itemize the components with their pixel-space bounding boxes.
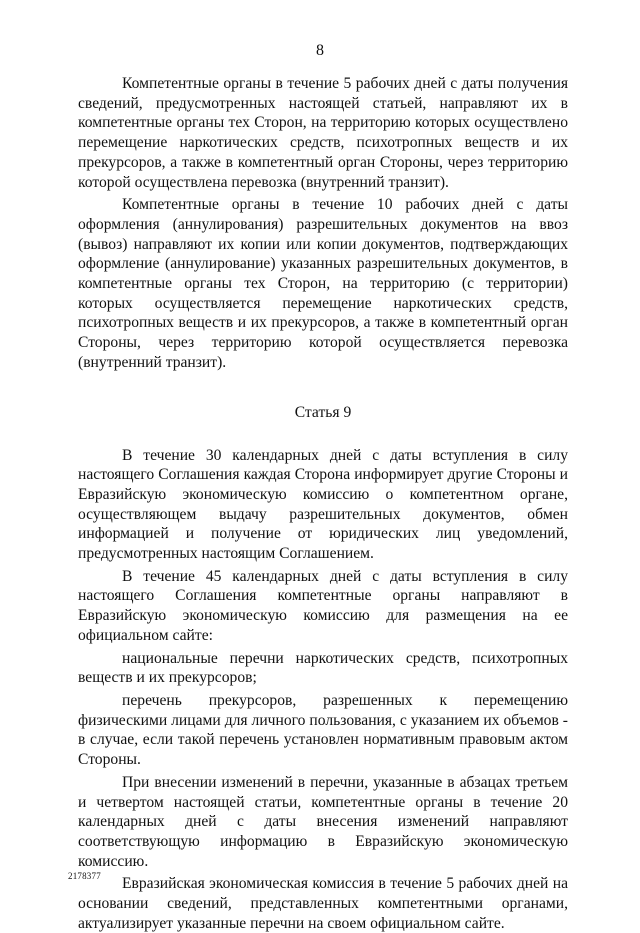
paragraph: В течение 30 календарных дней с даты вступления в силу настоящего Соглашения каждая Сторона информирует другие Стороны и Евразийскую экономическую комиссию о компетентном органе, осуществляющем выдачу разрешительных документов, обмен информацией и получение от юридических лиц уведомлений, предусмотренных настоящим Соглашением. — [78, 446, 568, 563]
document-code: 2178377 — [68, 871, 101, 881]
paragraph: Евразийская экономическая комиссия в течение 5 рабочих дней на основании сведений, представленных компетентными органами, актуализирует указанные перечни на своем официальном сайте. — [78, 875, 568, 932]
paragraph: В течение 45 календарных дней с даты вступления в силу настоящего Соглашения компетентные органы направляют в Евразийскую экономическую комиссию для размещения на ее официальном сайте: — [78, 567, 568, 644]
paragraph: национальные перечни наркотических средств, психотропных веществ и их прекурсоров; — [78, 649, 568, 687]
paragraph: Компетентные органы в течение 5 рабочих дней с даты получения сведений, предусмотренных настоящей статьей, направляют их в компетентные органы тех Сторон, на территорию которых осуществлено перемещение наркотических средств, психотропных веществ и их прекурсоров, а также в компетентный орган Стороны, через территорию которой осуществлена перевозка (внутренний транзит). — [78, 75, 568, 191]
paragraph: При внесении изменений в перечни, указанные в абзацах третьем и четвертом настоящей статьи, компетентные органы в течение 20 календарных дней с даты внесения изменений направляют соответствующую информацию в Евразийскую экономическую комиссию. — [78, 773, 568, 870]
paragraph: Компетентные органы в течение 10 рабочих дней с даты оформления (аннулирования) разрешительных документов на ввоз (вывоз) направляют их копии или копии документов, подтверждающих оформление (аннулирование) указанных разрешительных документов, в компетентные органы тех Сторон, на территорию (с территории) которых осуществляется перемещение наркотических средств, психотропных веществ и их прекурсоров, а также в компетентный орган Стороны, через территорию которой осуществляется перевозка (внутренний транзит). — [78, 196, 568, 371]
page-number: 8 — [316, 42, 324, 59]
paragraph: перечень прекурсоров, разрешенных к перемещению физическими лицами для личного пользования, с указанием их объемов - в случае, если такой перечень установлен нормативным правовым актом Стороны. — [78, 691, 568, 769]
article-title: Статья 9 — [294, 403, 352, 421]
document-body — [78, 74, 568, 933]
